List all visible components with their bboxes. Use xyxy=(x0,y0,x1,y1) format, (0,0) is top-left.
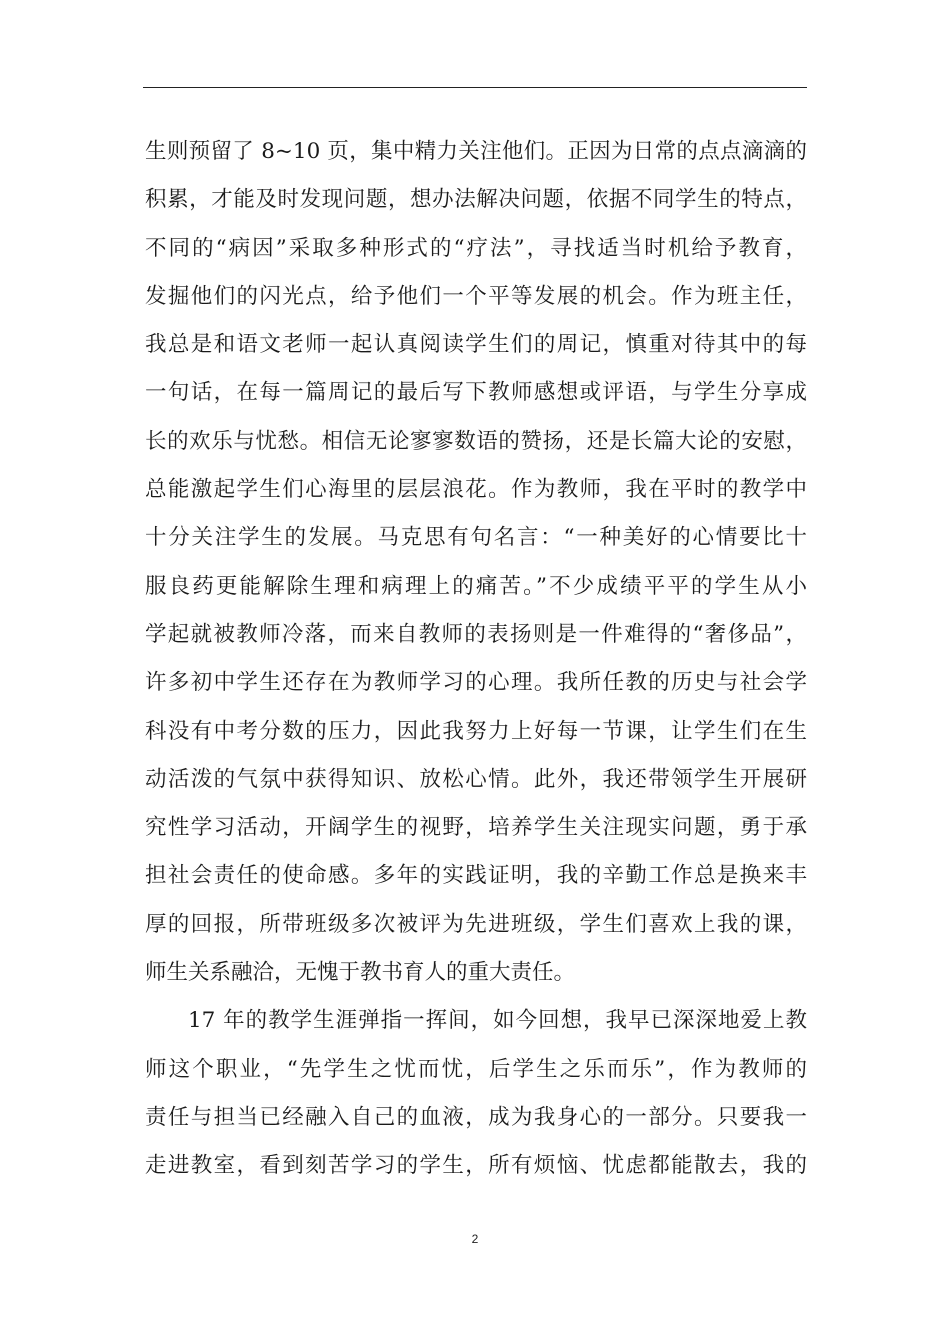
text-line: 究性学习活动，开阔学生的视野，培养学生关注现实问题，勇于承 xyxy=(145,815,807,841)
header-rule xyxy=(143,87,807,88)
body-text xyxy=(145,128,807,1191)
text-line: 发掘他们的闪光点，给予他们一个平等发展的机会。作为班主任， xyxy=(145,283,807,309)
text-line: 科没有中考分数的压力，因此我努力上好每一节课，让学生们在生 xyxy=(145,718,807,744)
text-line: 厚的回报，所带班级多次被评为先进班级，学生们喜欢上我的课， xyxy=(145,911,807,937)
text-line: 17 年的教学生涯弹指一挥间，如今回想，我早已深深地爱上教 xyxy=(188,1008,807,1034)
text-line: 长的欢乐与忧愁。相信无论寥寥数语的赞扬，还是长篇大论的安慰， xyxy=(145,428,807,454)
text-line: 十分关注学生的发展。马克思有句名言：“一种美好的心情要比十 xyxy=(145,525,807,551)
text-line: 总能激起学生们心海里的层层浪花。作为教师，我在平时的教学中 xyxy=(145,477,807,503)
paragraph-1 xyxy=(145,128,807,997)
text-line: 责任与担当已经融入自己的血液，成为我身心的一部分。只要我一 xyxy=(145,1104,807,1130)
page-number: 2 xyxy=(471,1232,479,1246)
text-line: 生则预留了 8~10 页，集中精力关注他们。正因为日常的点点滴滴的 xyxy=(145,139,807,164)
text-line: 服良药更能解除生理和病理上的痛苦。”不少成绩平平的学生从小 xyxy=(145,573,807,599)
text-line: 一句话，在每一篇周记的最后写下教师感想或评语，与学生分享成 xyxy=(145,380,807,406)
text-line: 动活泼的气氛中获得知识、放松心情。此外，我还带领学生开展研 xyxy=(145,766,807,792)
text-line: 师生关系融洽，无愧于教书育人的重大责任。 xyxy=(145,960,576,986)
paragraph-2 xyxy=(145,997,807,1190)
text-line: 我总是和语文老师一起认真阅读学生们的周记，慎重对待其中的每 xyxy=(145,332,807,358)
text-line: 走进教室，看到刻苦学习的学生，所有烦恼、忧虑都能散去，我的 xyxy=(145,1153,807,1179)
text-line: 学起就被教师冷落，而来自教师的表扬则是一件难得的“奢侈品”， xyxy=(145,621,807,647)
text-line: 师这个职业，“先学生之忧而忧，后学生之乐而乐”，作为教师的 xyxy=(145,1056,807,1082)
text-line: 积累，才能及时发现问题，想办法解决问题，依据不同学生的特点， xyxy=(145,187,807,213)
text-line: 不同的“病因”采取多种形式的“疗法”，寻找适当时机给予教育， xyxy=(145,235,807,261)
text-line: 许多初中学生还存在为教师学习的心理。我所任教的历史与社会学 xyxy=(145,670,807,696)
text-line: 担社会责任的使命感。多年的实践证明，我的辛勤工作总是换来丰 xyxy=(145,863,807,889)
